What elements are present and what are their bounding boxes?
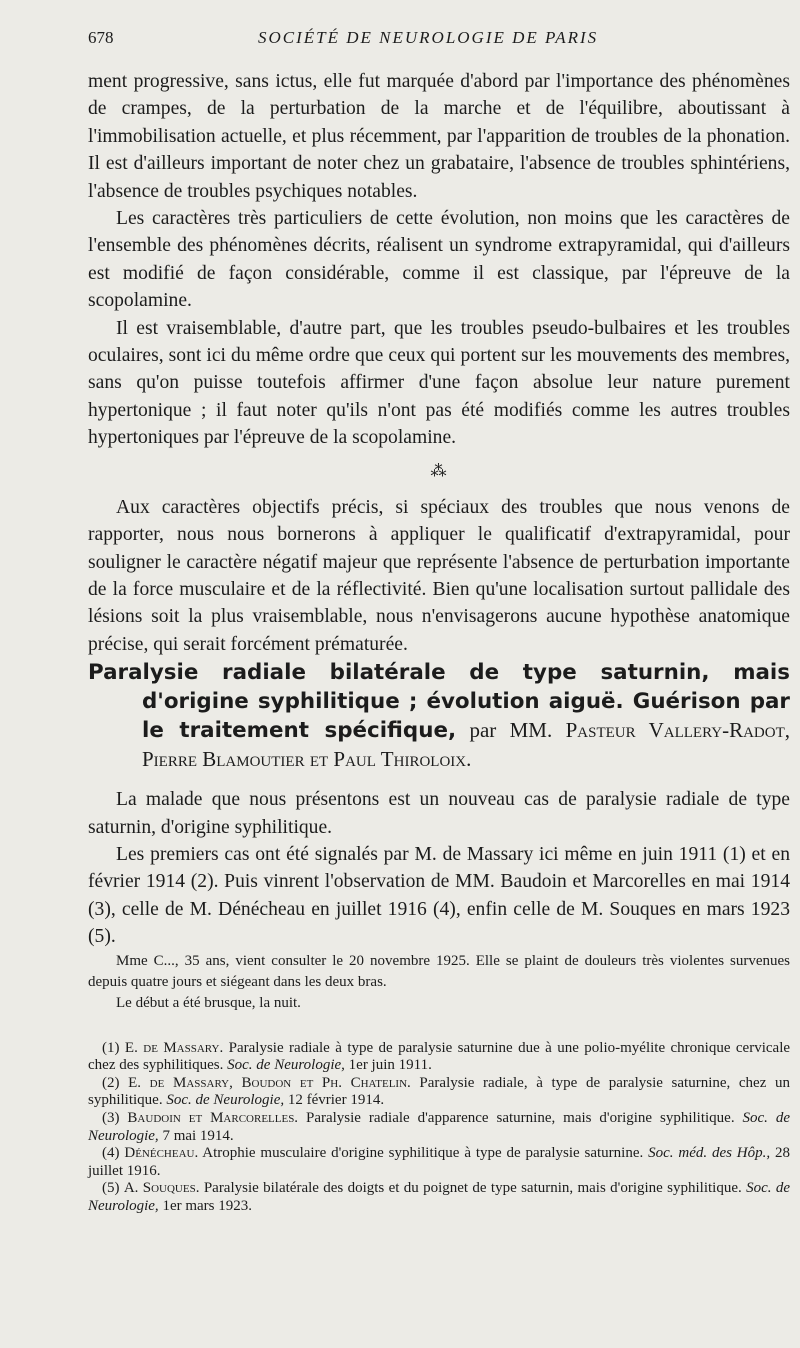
case-onset: Le début a été brusque, la nuit. xyxy=(116,994,301,1011)
page-header xyxy=(88,28,788,52)
article-paragraph-history: Les premiers cas ont été signalés par M. de Massary ici même en juin 1911 (1) et en février 1914 (2). Puis vinrent l'observation de MM. Baudoin et Marcorelles en mai 1914 (3), celle de M. Dénécheau en juillet 1916 (4), enfin celle de M. Souques en mars 1923 (5). xyxy=(88,843,790,948)
footnote-5: (5) A. Souques. Paralysie bilatérale des doigts et du poignet de type saturnin, mais d'origine syphilitique. Soc. de Neurologie, 1er mars 1923. xyxy=(88,1180,791,1214)
page-body xyxy=(88,68,790,1216)
paragraph-continuation: ment progressive, sans ictus, elle fut marquée d'abord par l'importance des phénomènes de crampes, de la perturbation de la marche et de l'équilibre, aboutissant à l'immobilisation actuelle, et plus récemment, par l'apparition de troubles de la phonation. Il est d'ailleurs important de noter chez un grabataire, l'absence de troubles sphintériens, l'absence de troubles psychiques notables. xyxy=(88,71,790,202)
article-paragraph-intro: La malade que nous présentons est un nouveau cas de paralysie radiale de type saturnin, d'origine syphilitique. xyxy=(88,789,790,838)
page-number: 678 xyxy=(88,28,114,47)
footnote-4: (4) Dénécheau. Atrophie musculaire d'origine syphilitique à type de paralysie saturnine. Soc. méd. des Hôp., 28 juillet 1916. xyxy=(88,1145,791,1179)
running-title: SOCIÉTÉ DE NEUROLOGIE DE PARIS xyxy=(258,28,599,47)
footnote-1: (1) E. de Massary. Paralysie radiale à type de paralysie saturnine due à une polio-myélite chronique cervicale chez des syphilitiques. Soc. de Neurologie, 1er juin 1911. xyxy=(88,1039,791,1074)
article-title-text: Paralysie radiale bilatérale de type saturnin, mais d'origine syphilitique ; évolution aiguë. Guérison par le traitement spécifique, xyxy=(88,660,790,744)
paragraph-pseudobulbar: Il est vraisemblable, d'autre part, que les troubles pseudo-bulbaires et les troubles oculaires, sont ici du même ordre que ceux qui portent sur les mouvements des membres, sans qu'on puisse toutefois affirmer d'une façon absolue leur nature purement hypertonique ; il faut noter qu'ils n'ont pas été modifiés comme les autres troubles hypertoniques par l'épreuve de la scopolamine. xyxy=(88,317,790,449)
footnote-3: (3) Baudoin et Marcorelles. Paralysie radiale d'apparence saturnine, mais d'origine syphilitique. Soc. de Neurologie, 7 mai 1914. xyxy=(88,1109,790,1144)
article-by: par MM. xyxy=(469,718,553,743)
footnote-2: (2) E. de Massary, Boudon et Ph. Chatelin. Paralysie radiale, à type de paralysie saturnine, chez un syphilitique. Soc. de Neurologie, 12 février 1914. xyxy=(88,1074,790,1109)
case-description: Mme C..., 35 ans, vient consulter le 20 novembre 1925. Elle se plaint de douleurs très violentes survenues depuis quatre jours et siégeant dans les deux bras. xyxy=(88,952,790,990)
article-authors: Pasteur Vallery-Radot, Pierre Blamoutier et Paul Thiroloix. xyxy=(142,718,791,772)
article-title xyxy=(88,658,790,774)
paragraph-extrapyramidal: Les caractères très particuliers de cette évolution, non moins que les caractères de l'ensemble des phénomènes décrits, réalisent un syndrome extrapyramidal, qui d'ailleurs est modifié de façon considérable, comme il est classique, par l'épreuve de la scopolamine. xyxy=(88,208,790,312)
paragraph-conclusion: Aux caractères objectifs précis, si spéciaux des troubles que nous venons de rapporter, nous nous bornerons à appliquer le qualificatif d'extrapyramidal, pour souligner le caractère négatif majeur que représente l'absence de perturbation importante de la force musculaire et de la réflectivité. Bien qu'une localisation surtout pallidale des lésions soit la plus vraisemblable, nous n'envisagerons aucune hypothèse anatomique précise, qui serait forcément prématurée. xyxy=(88,496,790,655)
footnotes xyxy=(88,1040,790,1216)
section-separator: ⁂ xyxy=(430,462,448,480)
